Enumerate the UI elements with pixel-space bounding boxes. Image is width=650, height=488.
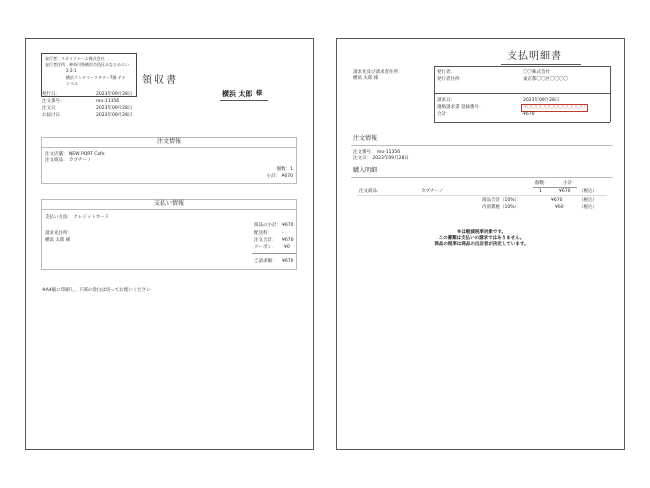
recipient-honorific: 様 xyxy=(256,90,263,97)
billing-row-label: 適格請求書 登録番号： xyxy=(437,105,484,110)
order-shop: 注文店舗： NEW PORT Cafe xyxy=(45,152,105,157)
issuer-line: ンベル xyxy=(66,81,78,86)
statement-recipient-name: 横浜 太郎 様 xyxy=(353,76,379,81)
recipient-name: 横浜 太郎 xyxy=(222,90,253,98)
summary-label: 内消費税（10%）： xyxy=(482,205,522,210)
payment-row-label: クーポン： xyxy=(254,245,277,250)
statement-order-no: 注文番号： mo-11356 xyxy=(353,150,401,155)
payment-row-label: ご請求額： xyxy=(254,259,277,264)
summary-note: （税込） xyxy=(579,205,597,210)
item-label: 注文商品： xyxy=(359,189,382,194)
item-qty: 1 xyxy=(539,189,542,194)
order-product: 注文商品： カプチーノ xyxy=(45,158,92,163)
issuer-line: 2-2-1 xyxy=(66,68,77,73)
payment-row-value: ¥670 xyxy=(282,259,294,264)
summary-value: ¥670 xyxy=(551,198,563,203)
receipt-footnote: ※A4縦に印刷し、下部の余白は切ってお使いください xyxy=(42,288,151,293)
issuer-block-border xyxy=(434,66,435,122)
summary-value: ¥60 xyxy=(555,205,564,210)
notice-line: この書類は支払いの請求ではありません。 xyxy=(438,236,525,241)
title-underline xyxy=(501,64,581,65)
receipt-meta-value: mo-11356 xyxy=(96,99,120,104)
receipt-meta-value: 2023年09月28日 xyxy=(96,113,133,118)
billing-row-value: ¥670 xyxy=(523,112,535,117)
item-name: カプチーノ xyxy=(421,189,444,194)
receipt-payment-title: 支払い情報 xyxy=(153,200,184,207)
statement-order-title: 注文情報 xyxy=(353,135,378,142)
receipt-meta-value: 2023年09月28日 xyxy=(96,92,133,97)
col-qty-header: 個数： xyxy=(535,181,549,186)
billing-row-value: 2023年09月28日 xyxy=(523,98,560,103)
statement-title: 支払明細書 xyxy=(507,51,562,62)
issuer-row-value: 〇〇株式会社 xyxy=(523,70,550,75)
issuer-box xyxy=(41,53,137,97)
receipt-page xyxy=(25,38,314,450)
receipt-title: 領収書 xyxy=(142,75,178,86)
statement-recipient-label: 請求先及び請求者住所： xyxy=(353,70,403,75)
receipt-meta-value: 2023年09月28日 xyxy=(96,106,133,111)
payment-row-value: - xyxy=(282,231,284,236)
issuer-row-value: 東京都〇〇区〇〇〇〇 xyxy=(523,77,568,82)
recipient-underline xyxy=(220,100,268,101)
billing-row-label: 合計： xyxy=(437,112,451,117)
receipt-meta-label: 発行日： xyxy=(42,92,60,97)
billing-address-label: 請求先住所： xyxy=(45,231,72,236)
payment-method: 支払い方法： クレジットカード xyxy=(45,215,110,220)
receipt-meta-label: お届け日 xyxy=(42,113,60,118)
statement-page xyxy=(336,38,625,450)
issuer-row-label: 発行者住所： xyxy=(437,77,464,82)
issuer-block-right xyxy=(610,66,611,122)
divider xyxy=(351,177,613,178)
payment-row-value: ¥670 xyxy=(282,223,294,228)
item-underline xyxy=(357,195,607,196)
col-subtotal-header: 小計： xyxy=(563,181,577,186)
issuer-line: 発行者住所：神奈川県横浜市西区みなとみらい xyxy=(45,62,129,67)
divider xyxy=(42,147,296,148)
summary-note: （税込） xyxy=(579,198,597,203)
payment-row-label: 商品の小計： xyxy=(254,223,281,228)
issuer-block-top xyxy=(434,66,610,67)
receipt-payment-section xyxy=(41,199,297,270)
summary-label: 商品合計（10%）： xyxy=(482,198,522,203)
payment-row-label: 配送料： xyxy=(254,231,272,236)
payment-row-value: ¥670 xyxy=(282,238,294,243)
billing-name: 横浜 太郎 様 xyxy=(45,238,71,243)
header-underline xyxy=(533,187,577,188)
notice-line: ※は軽減税率対象です。 xyxy=(456,230,506,235)
billing-row-label: 請求日： xyxy=(437,98,455,103)
total-divider xyxy=(252,253,296,254)
receipt-meta-label: 注文日 xyxy=(42,106,56,111)
payment-row-label: 注文合計： xyxy=(254,238,277,243)
order-quantity: 個数：1 xyxy=(276,167,293,172)
registration-number-highlight: T〇〇〇〇〇〇〇〇〇〇〇〇〇 xyxy=(521,104,588,112)
order-subtotal: 小計： ¥670 xyxy=(266,174,293,179)
issuer-block-mid xyxy=(434,93,610,94)
receipt-meta-label: 注文番号： xyxy=(42,99,65,104)
issuer-line: 発行者：スカイファーム株式会社 xyxy=(45,56,105,61)
issuer-line: 横浜ランドマークタワー7階 テナ xyxy=(66,75,126,80)
notice-line: 商品の税率は商品の出店者が決定しています。 xyxy=(434,242,529,247)
divider xyxy=(42,209,296,210)
item-price: ¥670 xyxy=(559,189,571,194)
statement-detail-title: 購入明細 xyxy=(353,167,378,174)
issuer-row-label: 発行者： xyxy=(437,70,455,75)
item-note: （税込） xyxy=(579,189,597,194)
receipt-order-section xyxy=(41,137,297,184)
statement-order-date: 注文日： 2023年09月28日 xyxy=(353,156,409,161)
issuer-block-bottom xyxy=(434,122,610,123)
receipt-order-title: 注文情報 xyxy=(156,138,181,145)
divider xyxy=(351,145,613,146)
payment-row-value: ¥0 xyxy=(284,245,290,250)
